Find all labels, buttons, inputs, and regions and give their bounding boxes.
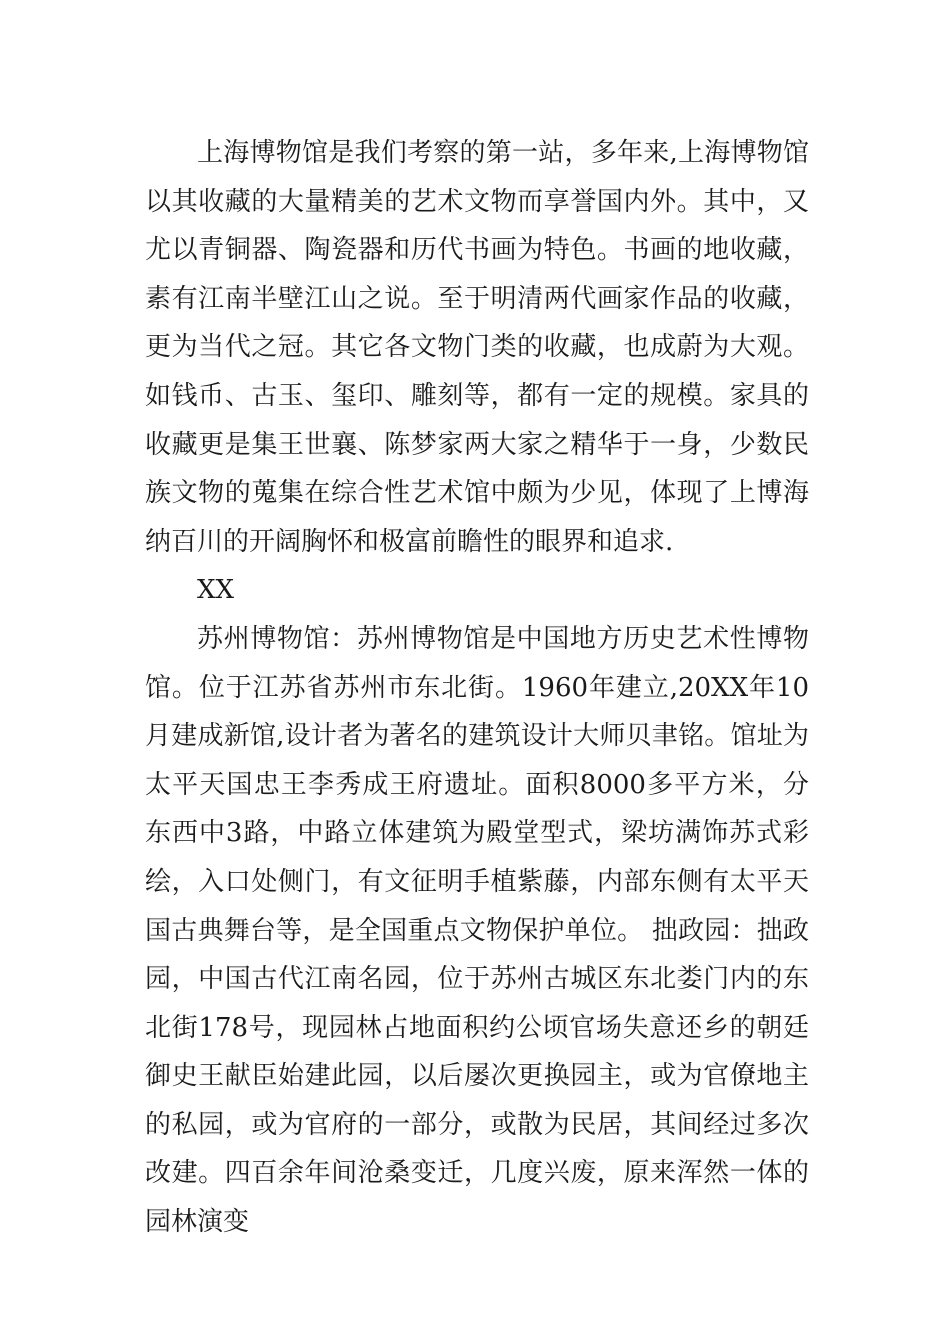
document-body (145, 129, 809, 1247)
paragraph-suzhou-museum: 苏州博物馆：苏州博物馆是中国地方历史艺术性博物馆。位于江苏省苏州市东北街。1960年建立,20XX年10月建成新馆,设计者为著名的建筑设计大师贝聿铭。馆址为太平天国忠王李秀成王府遗址。面积8000多平方米，分东西中3路，中路立体建筑为殿堂型式，梁坊满饰苏式彩绘，入口处侧门，有文征明手植紫藤，内部东侧有太平天国古典舞台等，是全国重点文物保护单位。 拙政园：拙政园，中国古代江南名园，位于苏州古城区东北娄门内的东北街178号，现园林占地面积约公顷官场失意还乡的朝廷御史王献臣始建此园，以后屡次更换园主，或为官僚地主的私园，或为官府的一部分，或散为民居，其间经过多次改建。四百余年间沧桑变迁，几度兴废，原来浑然一体的园林演变 (145, 623, 809, 1238)
paragraph-shanghai-museum: 上海博物馆是我们考察的第一站，多年来,上海博物馆以其收藏的大量精美的艺术文物而享誉国内外。其中，又尤以青铜器、陶瓷器和历代书画为特色。书画的地收藏，素有江南半壁江山之说。至于明清两代画家作品的收藏，更为当代之冠。其它各文物门类的收藏，也成蔚为大观。如钱币、古玉、玺印、雕刻等，都有一定的规模。家具的收藏更是集王世襄、陈梦家两大家之精华于一身，少数民族文物的蒐集在综合性艺术馆中颇为少见，体现了上博海纳百川的开阔胸怀和极富前瞻性的眼界和追求. (145, 138, 809, 557)
paragraph-placeholder: XX (197, 575, 235, 606)
